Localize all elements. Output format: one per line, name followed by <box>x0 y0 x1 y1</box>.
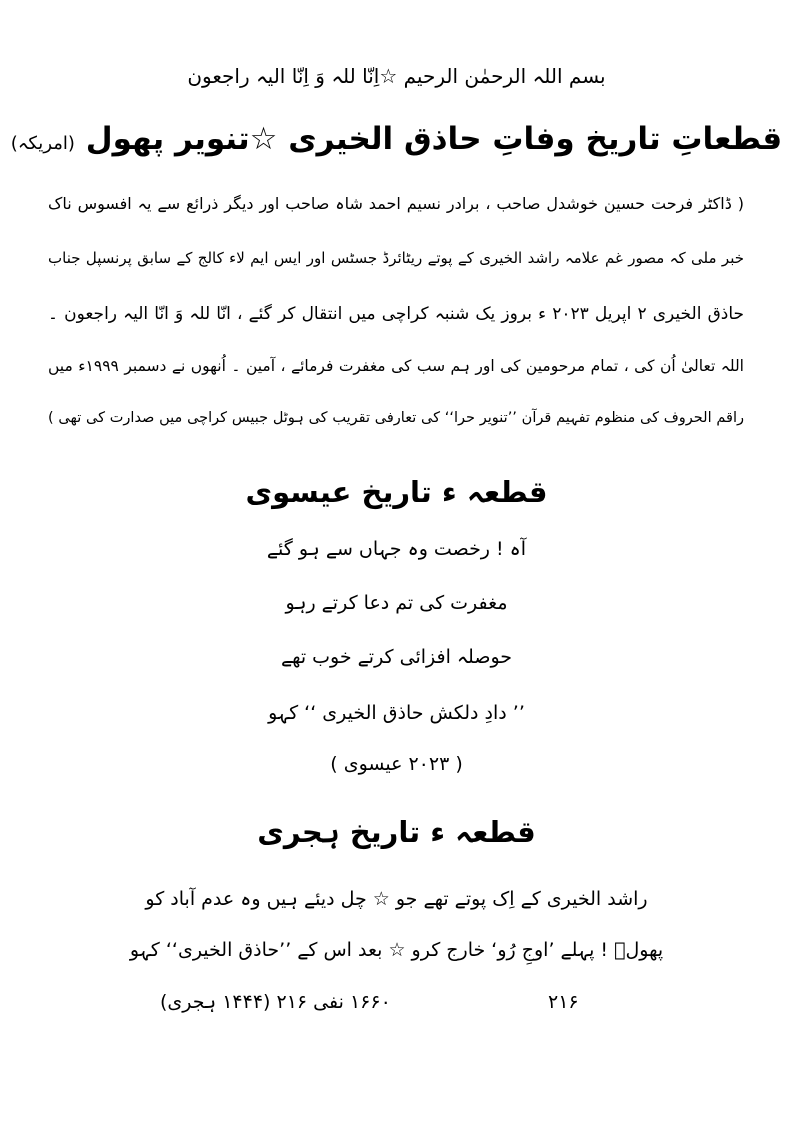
gregorian-verse-4: ’’ دادِ دلکش حاذق الخیری ‘‘ کہو <box>268 702 525 724</box>
gregorian-verse-2: مغفرت کی تم دعا کرتے رہو <box>285 592 508 614</box>
hijri-calc-right: ۲۱۶ <box>548 991 579 1013</box>
gregorian-verse-1: آہ ! رخصت وہ جہاں سے ہو گئے <box>266 538 527 560</box>
intro-line-5: راقم الحروف کی منظوم تفہیم قرآن ’’تنویر حرا‘‘ کی تعارفی تقریب کی ہوٹل جبیس کراچی میں صدارت کی تھی ) <box>48 410 744 426</box>
gregorian-year: ( ۲۰۲۳ عیسوی ) <box>330 753 463 775</box>
intro-line-2: خبر ملی کہ مصور غم علامہ راشد الخیری کے پوتے ریٹائرڈ جسٹس اور ایس ایم لاء کالج کے سابق پرنسپل جناب <box>48 249 744 267</box>
title-location: (امریکہ) <box>10 133 75 154</box>
hijri-verse-2: پھولؔ ! پہلے ’اوجِ رُو‘ خارج کرو ☆ بعد اس کے ’’حاذق الخیری‘‘ کہو <box>129 939 664 961</box>
gregorian-heading: قطعہ ء تاریخ عیسوی <box>245 475 548 509</box>
page-title <box>0 121 793 157</box>
hijri-calc-left: ۱۶۶۰ نفی ۲۱۶ (۱۴۴۴ ہجری) <box>160 991 391 1013</box>
intro-line-1: ( ڈاکٹر فرحت حسین خوشدل صاحب ، برادر نسیم احمد شاہ صاحب اور دیگر ذرائع سے یہ افسوس ناک <box>48 194 744 213</box>
hijri-heading: قطعہ ء تاریخ ہجری <box>257 815 536 849</box>
intro-line-3: حاذق الخیری ۲ اپریل ۲۰۲۳ ء بروز یک شنبہ کراچی میں انتقال کر گئے ، انّا للہ وَ انّا الیہ راجعون ۔ <box>48 304 745 324</box>
title-main: قطعاتِ تاریخ وفاتِ حاذق الخیری ☆تنویر پھول <box>85 121 783 157</box>
bismillah-line: بسم اللہ الرحمٰن الرحیم ☆اِنّا للہ وَ اِنّا الیہ راجعون <box>187 64 606 88</box>
gregorian-verse-3: حوصلہ افزائی کرتے خوب تھے <box>280 646 513 668</box>
intro-line-4: اللہ تعالیٰ اُن کی ، تمام مرحومین کی اور ہم سب کی مغفرت فرمائے ، آمین ۔ اُنھوں نے دسمبر ۱۹۹۹ء میں <box>48 357 744 375</box>
hijri-verse-1: راشد الخیری کے اِک پوتے تھے جو ☆ چل دیئے ہیں وہ عدم آباد کو <box>145 888 648 910</box>
